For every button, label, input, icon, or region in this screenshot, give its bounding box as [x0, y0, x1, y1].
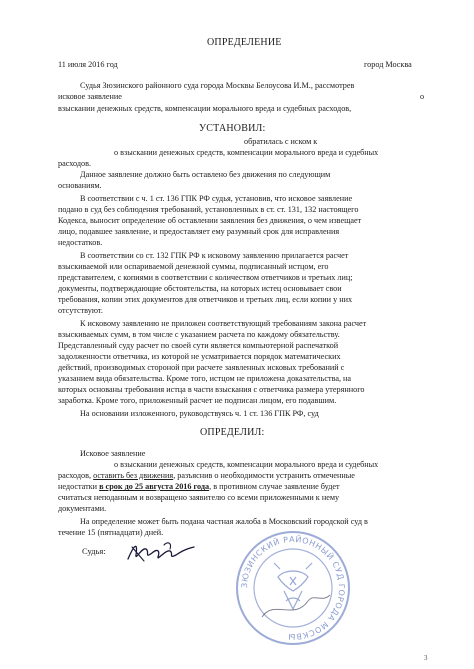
- decided-line: [58, 482, 340, 492]
- decided-line: На определение может быть подана частная жалоба в Московский городской суд в: [80, 517, 368, 526]
- deadline-text: в срок до 25 августа 2016 года: [99, 482, 210, 491]
- established-line: взыскиваемой или оспариваемой денежной суммы, подписанный истцом, его: [58, 262, 329, 271]
- established-line: взыскиваемых сумм, в том числе с указанием расчета по каждому обязательству.: [58, 330, 340, 339]
- established-line: В соответствии с ч. 1 ст. 136 ГПК РФ судья, установив, что исковое заявление: [80, 194, 353, 203]
- seal-text: ЗЮЗИНСКИЙ РАЙОННЫЙ СУД ГОРОДА МОСКВЫ: [239, 534, 347, 642]
- established-line: требования, копии этих документов для ответчиков и третьих лиц, если копии у них: [58, 295, 353, 304]
- established-line: В соответствии со ст. 132 ГПК РФ к исковому заявлению прилагается расчет: [80, 251, 349, 260]
- established-line: отсутствуют.: [58, 306, 103, 315]
- page-number: 3: [424, 654, 428, 662]
- document-city: город Москва: [364, 60, 412, 69]
- intro-line: исковое заявление: [58, 92, 122, 101]
- intro-line: о: [420, 92, 425, 101]
- established-line: которых основаны требования истца в части взыскания с ответчика размера утерянного: [58, 385, 365, 394]
- established-line: подано в суд без соблюдения требований, установленных в ст. ст. 131, 132 настоящего: [58, 205, 359, 214]
- decided-text: , разъяснив о необходимости устранить отмеченные: [173, 471, 355, 480]
- decided-line: Исковое заявление: [80, 449, 146, 458]
- established-line: документы, подтверждающие обстоятельства, на которых истец основывает свои: [58, 284, 342, 293]
- established-line: На основании изложенного, руководствуясь ч. 1 ст. 136 ГПК РФ, суд: [80, 409, 319, 418]
- established-line: К исковому заявлению не приложен соответствующий требованиям закона расчет: [80, 319, 367, 328]
- established-line: основаниям.: [58, 181, 102, 190]
- judge-label: Судья:: [82, 546, 106, 556]
- established-line: Представленный суду расчет по своей сути является компьютерной распечаткой: [58, 341, 339, 350]
- judge-signature: [124, 537, 202, 567]
- established-line: недостатков.: [58, 238, 103, 247]
- established-line: Данное заявление должно быть оставлено без движения по следующим: [80, 170, 331, 179]
- established-line: обратилась с иском к: [244, 137, 318, 146]
- established-line: действий, производимых стороной при расчете заявленных исковых требований с: [58, 363, 345, 372]
- decided-line: о взыскании денежных средств, компенсации морального вреда и судебных: [114, 460, 379, 469]
- intro-line: Судья Зюзинского районного суда города Москвы Белоусова И.М., рассмотрев: [80, 81, 355, 90]
- established-line: заработка. Кроме того, приложенный расчет не подписан лицом, его подавшим.: [58, 396, 337, 405]
- decided-text: расходов,: [58, 471, 94, 480]
- established-line: представителем, с копиями в соответствии с количеством ответчиков и третьих лиц;: [58, 273, 353, 282]
- established-line: указанием вида обязательства. Кроме того, истцом не приложена доказательства, на: [58, 374, 352, 383]
- established-line: расходов.: [58, 159, 92, 168]
- decided-line: считаться неподанным и возвращено заявителю со всеми приложенными к нему: [58, 493, 340, 502]
- established-line: задолженности ответчика, из которой не усматривается порядок математических: [58, 352, 341, 361]
- document-date: 11 июля 2016 год: [58, 60, 118, 69]
- document-title: ОПРЕДЕЛЕНИЕ: [207, 37, 282, 48]
- decided-text: , в противном случае заявление будет: [209, 482, 340, 491]
- established-heading: УСТАНОВИЛ:: [199, 123, 266, 134]
- decided-heading: ОПРЕДЕЛИЛ:: [200, 427, 265, 438]
- decision-leave-without-action: оставить без движения: [93, 471, 174, 480]
- decided-line: течение 15 (пятнадцати) дней.: [58, 528, 164, 537]
- intro-line: взыскании денежных средств, компенсации морального вреда и судебных расходов,: [58, 104, 352, 113]
- established-line: лицо, подавшее заявление, и предоставляет ему разумный срок для исправления: [58, 227, 340, 236]
- decided-line: [58, 471, 355, 481]
- established-line: о взыскании денежных средств, компенсации морального вреда и судебных: [114, 148, 379, 157]
- decided-text: недостатки: [58, 482, 100, 491]
- decided-line: документами.: [58, 504, 107, 513]
- court-seal: [234, 529, 352, 647]
- established-line: Кодекса, выносит определение об оставлении заявления без движения, о чем извещает: [58, 216, 362, 225]
